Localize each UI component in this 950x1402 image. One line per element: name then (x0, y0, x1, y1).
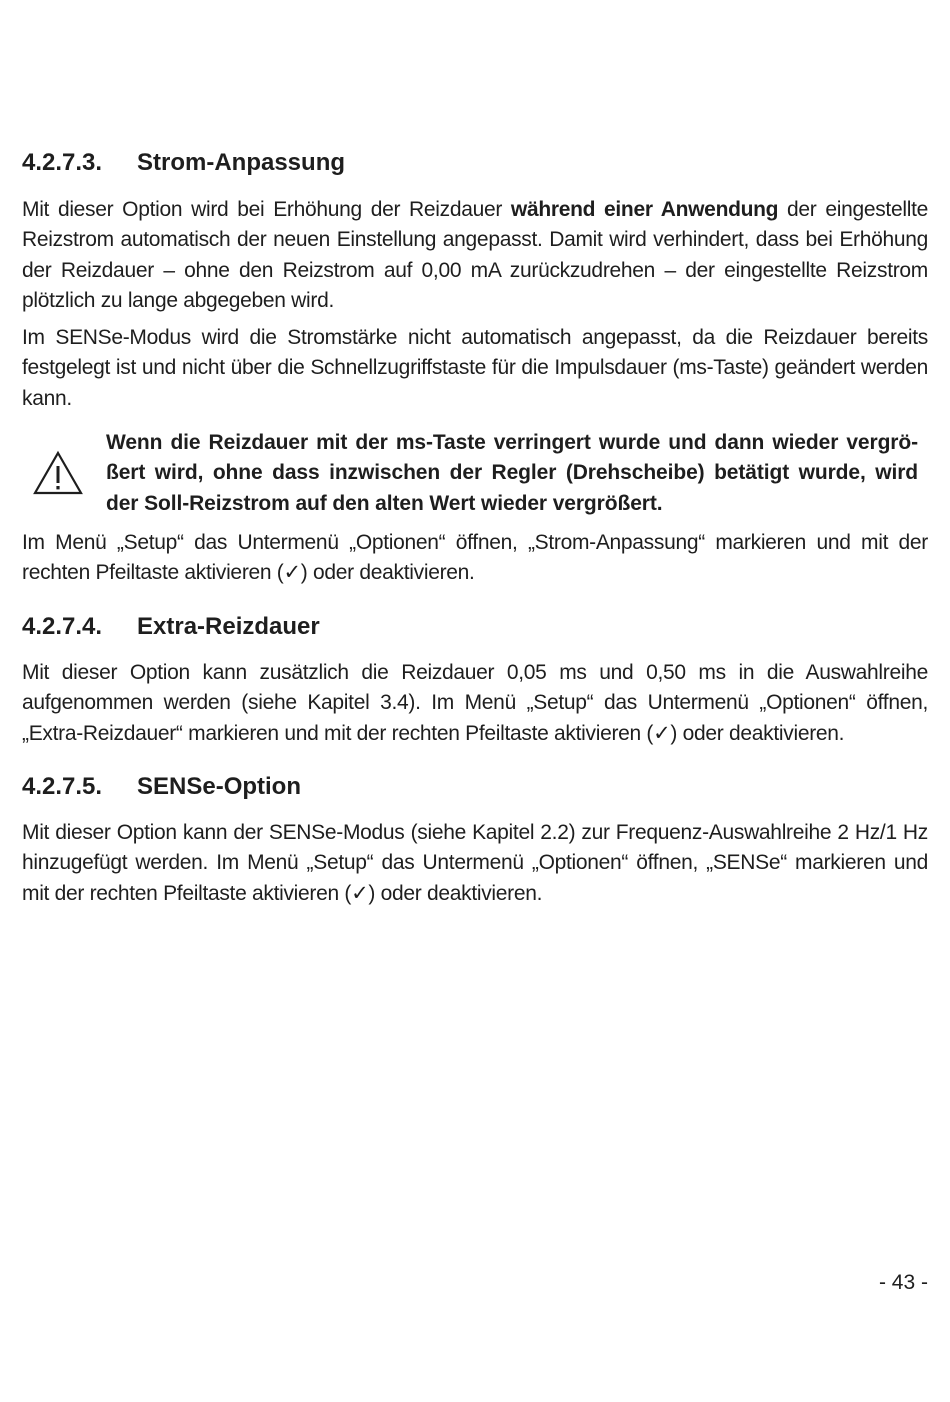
warning-box (22, 428, 928, 520)
paragraph-sense-mode-note: Im SENSe-Modus wird die Stromstärke nicht automatisch angepasst, da die Reizdauer bereits festgelegt ist und nicht über die Schnellzugriffstaste für die Impulsdauer (ms-Taste) geändert werden kann. (22, 326, 928, 410)
section-heading-strom-anpassung (22, 148, 345, 178)
warning-triangle-icon (32, 450, 84, 496)
paragraph-text: der eingestellte Reizstrom automatisch der neuen Einstellung angepasst. Damit wird verhindert, dass bei Erhöhung der Reizdauer – ohne den Reizstrom auf 0,00 mA zurückzudrehen – der eingestellte Reizstrom plötzlich zu lange abgegeben wird. (22, 198, 928, 312)
section-number: 4.2.7.3. (22, 149, 103, 176)
section-heading-extra-reizdauer (22, 612, 320, 642)
section-number: 4.2.7.4. (22, 613, 103, 640)
section-title: SENSe-Option (137, 773, 302, 800)
paragraph-extra-reizdauer: Mit dieser Option kann zusätzlich die Reizdauer 0,05 ms und 0,50 ms in die Auswahlreihe aufgenommen werden (siehe Kapitel 3.4). Im Menü „Setup“ das Untermenü „Optionen“ öffnen, „Extra-Reizdauer“ markieren und mit der rechten Pfeiltaste aktivieren (✓) oder deaktivieren. (22, 661, 928, 745)
paragraph-strom-anpassung-setup: Im Menü „Setup“ das Untermenü „Optionen“ öffnen, „Strom-Anpassung“ markieren und mit der rechten Pfeiltaste aktivieren (✓) oder deaktivieren. (22, 531, 928, 585)
section-number: 4.2.7.5. (22, 773, 103, 800)
paragraph-strom-anpassung-intro (22, 195, 928, 316)
emphasis-text: während einer Anwendung (510, 198, 779, 221)
section-title: Extra-Reizdauer (137, 613, 320, 640)
section-title: Strom-Anpassung (137, 149, 346, 176)
page-number: - 43 - (878, 1271, 928, 1294)
section-heading-sense-option (22, 772, 301, 802)
warning-text: Wenn die Reizdauer mit der ms-Taste verringert wurde und dann wieder vergrö-ßert wird, ohne dass inzwischen der Regler (Drehscheibe) betätigt wurde, wird der Soll-Reizstrom auf den alten Wert wieder vergrößert. (106, 431, 918, 515)
paragraph-text: Mit dieser Option wird bei Erhöhung der Reizdauer (22, 198, 511, 221)
paragraph-sense-option: Mit dieser Option kann der SENSe-Modus (siehe Kapitel 2.2) zur Frequenz-Auswahlreihe 2 Hz/1 Hz hinzugefügt werden. Im Menü „Setup“ das Untermenü „Optionen“ öffnen, „SENSe“ markieren und mit der rechten Pfeiltaste aktivieren (✓) oder deaktivieren. (22, 821, 928, 905)
